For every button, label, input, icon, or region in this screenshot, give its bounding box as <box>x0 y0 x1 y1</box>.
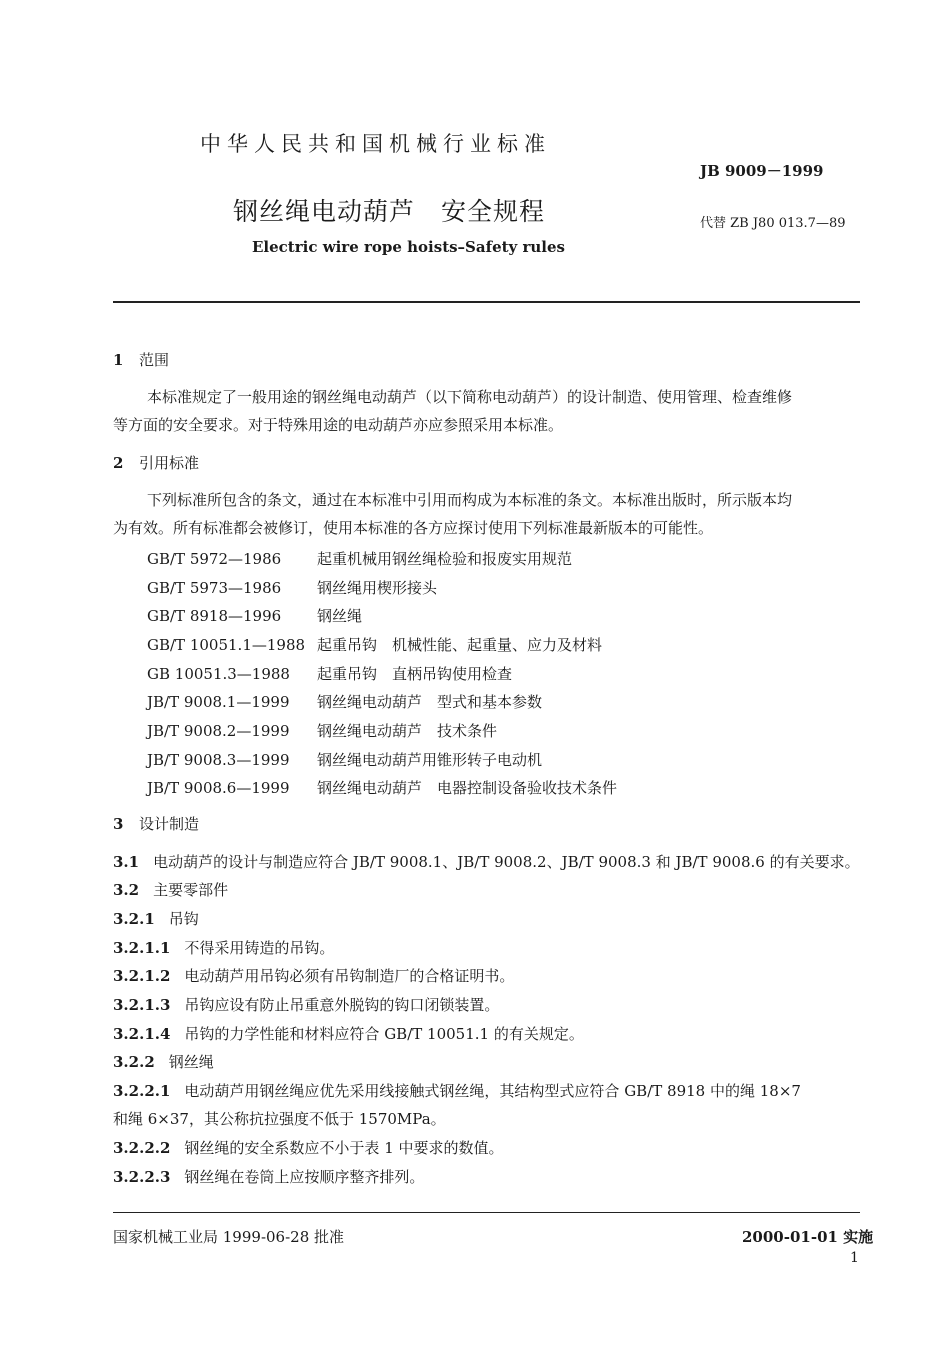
clause-3-2-2-3 <box>113 1166 424 1187</box>
clause-text: 钢丝绳在卷筒上应按顺序整齐排列。 <box>184 1168 425 1186</box>
clause-text: 钢丝绳的安全系数应不小于表 1 中要求的数值。 <box>184 1139 504 1157</box>
approval-statement: 国家机械工业局 1999-06-28 批准 <box>113 1228 345 1246</box>
clause-3-2-1-3 <box>113 994 499 1015</box>
reference-code: GB/T 8918—1996 <box>147 607 282 625</box>
clause-number: 3.2.1.3 <box>113 996 171 1014</box>
reference-title: 起重吊钩 直柄吊钩使用检查 <box>317 665 513 683</box>
section-2-title: 引用标准 <box>139 454 200 472</box>
clause-3-2-2-2 <box>113 1137 504 1158</box>
reference-title: 钢丝绳用楔形接头 <box>317 579 438 597</box>
footer-divider <box>113 1212 860 1213</box>
reference-code: JB/T 9008.1—1999 <box>147 693 290 711</box>
clause-text: 吊钩 <box>168 910 199 928</box>
header-divider <box>113 301 860 303</box>
section-1-para-line1: 本标准规定了一般用途的钢丝绳电动葫芦（以下简称电动葫芦）的设计制造、使用管理、检查维修 <box>147 388 793 406</box>
reference-row <box>147 777 617 798</box>
section-2-para-line1: 下列标准所包含的条文，通过在本标准中引用而构成为本标准的条文。本标准出版时，所示版本均 <box>147 491 793 509</box>
reference-row <box>147 548 572 569</box>
reference-row <box>147 691 542 712</box>
reference-title: 钢丝绳电动葫芦 技术条件 <box>317 722 498 740</box>
clause-number: 3.2.1 <box>113 910 155 928</box>
document-title-en: Electric wire rope hoists–Safety rules <box>252 238 565 256</box>
implementation-date: 2000-01-01 实施 <box>742 1228 874 1246</box>
clause-number: 3.1 <box>113 853 140 871</box>
clause-text: 和绳 6×37，其公称抗拉强度不低于 1570MPa。 <box>113 1110 446 1128</box>
clause-text: 钢丝绳 <box>168 1053 214 1071</box>
clause-3-2-1 <box>113 908 199 929</box>
clause-3-2-2-1-continued <box>113 1108 446 1129</box>
reference-row <box>147 663 512 684</box>
clause-3-2 <box>113 879 228 900</box>
clause-3-2-1-4 <box>113 1023 584 1044</box>
section-1-heading <box>113 349 169 370</box>
reference-row <box>147 634 602 655</box>
clause-3-2-2 <box>113 1051 214 1072</box>
section-2-heading <box>113 452 199 473</box>
document-title-cn: 钢丝绳电动葫芦 安全规程 <box>233 197 546 226</box>
clause-3-2-2-1 <box>113 1080 801 1101</box>
reference-title: 起重机械用钢丝绳检验和报废实用规范 <box>317 550 573 568</box>
reference-row <box>147 605 362 626</box>
reference-code: GB/T 5972—1986 <box>147 550 282 568</box>
clause-number: 3.2.1.2 <box>113 967 171 985</box>
reference-code: GB 10051.3—1988 <box>147 665 290 683</box>
clause-3-2-1-1 <box>113 937 334 958</box>
clause-number: 3.2.1.1 <box>113 939 171 957</box>
reference-code: GB/T 10051.1—1988 <box>147 636 306 654</box>
reference-code: JB/T 9008.6—1999 <box>147 779 290 797</box>
reference-code: JB/T 9008.3—1999 <box>147 751 290 769</box>
reference-title: 起重吊钩 机械性能、起重量、应力及材料 <box>317 636 603 654</box>
clause-text: 电动葫芦用吊钩必须有吊钩制造厂的合格证明书。 <box>184 967 515 985</box>
section-3-heading <box>113 813 199 834</box>
clause-number: 3.2.2.2 <box>113 1139 171 1157</box>
reference-title: 钢丝绳电动葫芦用锥形转子电动机 <box>317 751 543 769</box>
page-number: 1 <box>850 1250 859 1266</box>
reference-title: 钢丝绳电动葫芦 电器控制设备验收技术条件 <box>317 779 618 797</box>
clause-3-1 <box>113 851 860 872</box>
clause-text: 不得采用铸造的吊钩。 <box>184 939 335 957</box>
clause-number: 3.2.1.4 <box>113 1025 171 1043</box>
reference-row <box>147 749 542 770</box>
section-2-number: 2 <box>113 454 124 472</box>
reference-title: 钢丝绳电动葫芦 型式和基本参数 <box>317 693 543 711</box>
reference-row <box>147 577 437 598</box>
section-3-title: 设计制造 <box>139 815 200 833</box>
clause-text: 电动葫芦的设计与制造应符合 JB/T 9008.1、JB/T 9008.2、JB/T 9008.3 和 JB/T 9008.6 的有关要求。 <box>153 853 860 871</box>
clause-3-2-1-2 <box>113 965 514 986</box>
reference-code: JB/T 9008.2—1999 <box>147 722 290 740</box>
clause-text: 吊钩的力学性能和材料应符合 GB/T 10051.1 的有关规定。 <box>184 1025 584 1043</box>
clause-number: 3.2.2.3 <box>113 1168 171 1186</box>
reference-row <box>147 720 497 741</box>
section-1-number: 1 <box>113 351 124 369</box>
standard-category-title: 中华人民共和国机械行业标准 <box>200 132 551 156</box>
reference-title: 钢丝绳 <box>317 607 363 625</box>
replaces-standard: 代替 ZB J80 013.7—89 <box>700 216 846 231</box>
reference-code: GB/T 5973—1986 <box>147 579 282 597</box>
clause-text: 吊钩应设有防止吊重意外脱钩的钩口闭锁装置。 <box>184 996 500 1014</box>
section-2-para-line2: 为有效。所有标准都会被修订，使用本标准的各方应探讨使用下列标准最新版本的可能性。 <box>113 519 714 537</box>
section-1-para-line2: 等方面的安全要求。对于特殊用途的电动葫芦亦应参照采用本标准。 <box>113 416 564 434</box>
section-1-title: 范围 <box>139 351 170 369</box>
clause-text: 主要零部件 <box>153 881 229 899</box>
standard-number: JB 9009－1999 <box>700 162 824 180</box>
section-3-number: 3 <box>113 815 124 833</box>
clause-number: 3.2 <box>113 881 140 899</box>
clause-number: 3.2.2.1 <box>113 1082 171 1100</box>
clause-text: 电动葫芦用钢丝绳应优先采用线接触式钢丝绳，其结构型式应符合 GB/T 8918 中的绳 18×7 <box>184 1082 801 1100</box>
clause-number: 3.2.2 <box>113 1053 155 1071</box>
